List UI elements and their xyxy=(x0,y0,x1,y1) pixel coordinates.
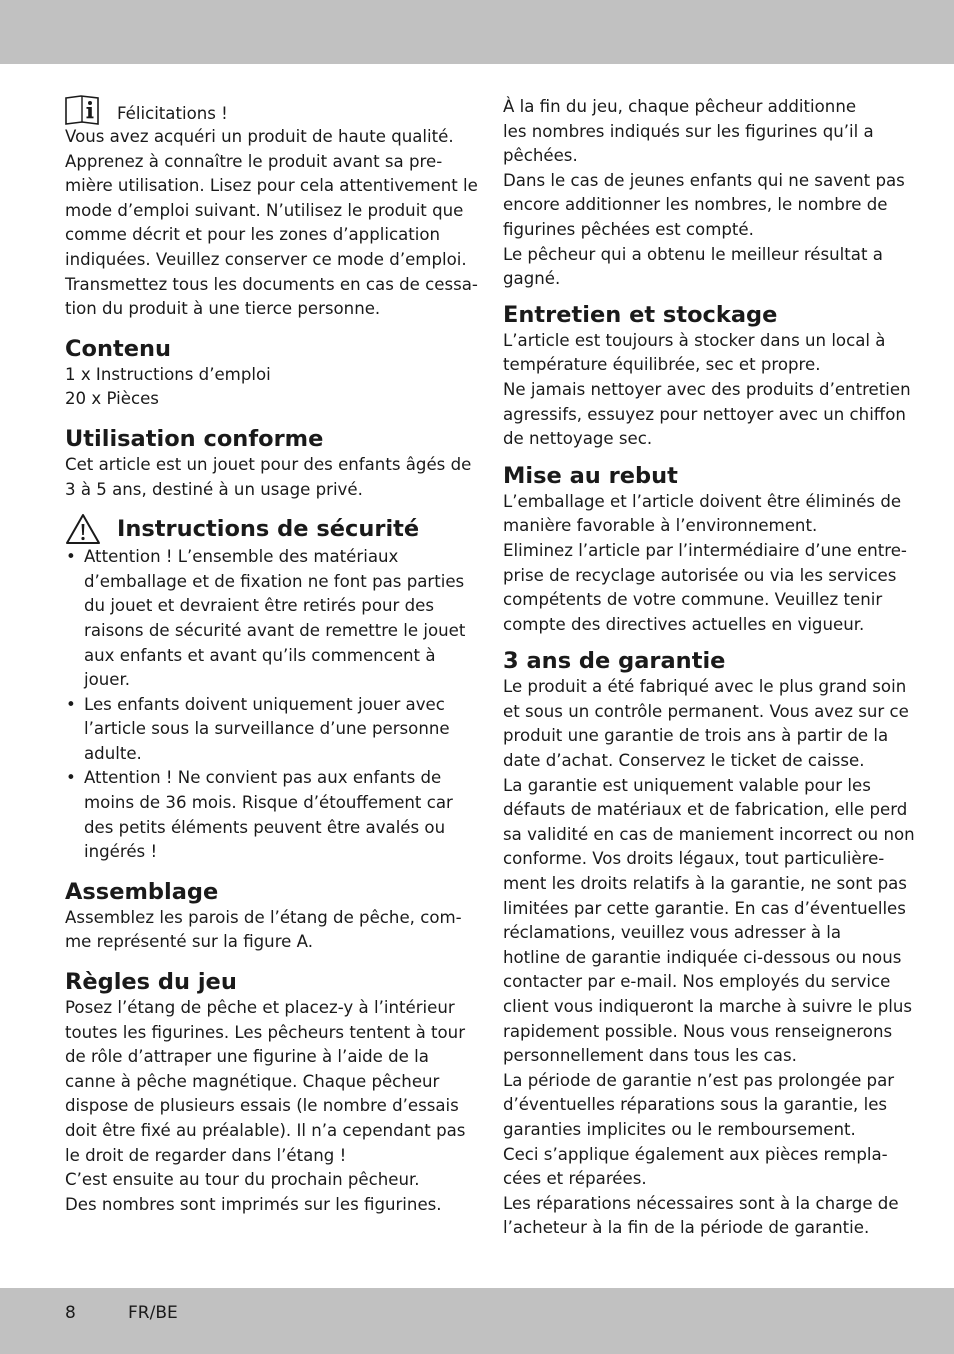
text-line: l’acheteur à la fin de la période de garantie. xyxy=(503,1218,870,1238)
text-line: ment les droits relatifs à la garantie, ne sont pas xyxy=(503,874,907,894)
text-line: encore additionner les nombres, le nombre de xyxy=(503,195,888,215)
text-line: gagné. xyxy=(503,269,561,289)
text-line: Ne jamais nettoyer avec des produits d’entretien xyxy=(503,379,911,399)
text-line: l’article sous la surveillance d’une personne xyxy=(84,719,450,739)
text-line: limitées par cette garantie. En cas d’éventuelles xyxy=(503,898,906,918)
text-line: Assemblez les parois de l’étang de pêche, com- xyxy=(65,907,462,927)
text-line: pêchées. xyxy=(503,146,578,166)
text-line: température équilibrée, sec et propre. xyxy=(503,355,821,375)
section-heading-utilisation: Utilisation conforme xyxy=(65,425,324,452)
text-line: adulte. xyxy=(84,743,142,763)
safety-header xyxy=(65,513,457,545)
text-line: figurines pêchées est compté. xyxy=(503,219,754,239)
info-manual-icon xyxy=(65,95,99,125)
rebut-paragraph xyxy=(503,490,907,638)
text-line: Le produit a été fabriqué avec le plus grand soin xyxy=(503,677,907,697)
text-line: doit être fixé au préalable). Il n’a cependant pas xyxy=(65,1121,466,1140)
text-line: • Les enfants doivent uniquement jouer avec xyxy=(84,694,445,714)
text-line: Transmettez tous les documents en cas de cessa- xyxy=(65,274,478,294)
page-number: 8 xyxy=(65,1303,76,1323)
text-line: du jouet et devraient être retirés pour des xyxy=(84,596,434,616)
text-line: agressifs, essuyez pour nettoyer avec un chiffon xyxy=(503,404,906,424)
regles-paragraph xyxy=(65,996,466,1217)
intro-paragraph xyxy=(65,125,478,322)
text-line: indiquées. Veuillez conserver ce mode d’emploi. xyxy=(65,249,467,269)
text-line: me représenté sur la figure A. xyxy=(65,932,313,952)
text-line: d’emballage et de fixation ne font pas parties xyxy=(84,571,465,591)
text-line: des petits éléments peuvent être avalés ou xyxy=(84,817,446,837)
text-line: les nombres indiqués sur les figurines qu’il a xyxy=(503,121,874,141)
text-line: hotline de garantie indiquée ci-dessous ou nous xyxy=(503,947,902,967)
text-line: compte des directives actuelles en vigueur. xyxy=(503,614,865,634)
text-line: d’éventuelles réparations sous la garantie, les xyxy=(503,1095,888,1115)
garantie-paragraph xyxy=(503,675,915,1241)
text-line: comme décrit et pour les zones d’application xyxy=(65,225,441,245)
text-line: Le pêcheur qui a obtenu le meilleur résultat a xyxy=(503,244,883,264)
text-line: prise de recyclage autorisée ou via les services xyxy=(503,565,897,585)
text-line: compétents de votre commune. Veuillez tenir xyxy=(503,590,883,610)
text-line: personnellement dans tous les cas. xyxy=(503,1046,797,1066)
text-line: C’est ensuite au tour du prochain pêcheur. xyxy=(65,1170,420,1190)
text-line: ingérés ! xyxy=(84,842,158,862)
contenu-paragraph xyxy=(65,363,457,412)
text-line: Cet article est un jouet pour des enfants âgés de xyxy=(65,454,472,474)
text-line: L’article est toujours à stocker dans un local à xyxy=(503,330,886,350)
text-line: contacter par e-mail. Nos employés du service xyxy=(503,972,891,992)
text-line: conforme. Vos droits légaux, tout particulière- xyxy=(503,849,885,869)
utilisation-paragraph xyxy=(65,453,472,502)
section-heading-entretien: Entretien et stockage xyxy=(503,301,778,328)
header-bar xyxy=(0,0,954,64)
text-line: Ceci s’applique également aux pièces rempla- xyxy=(503,1144,888,1164)
section-heading-securite: Instructions de sécurité xyxy=(117,516,420,543)
text-line: jouer. xyxy=(84,670,131,690)
text-line: rapidement possible. Nous vous renseignerons xyxy=(503,1021,893,1041)
text-line: raisons de sécurité avant de remettre le jouet xyxy=(84,620,466,640)
text-line: le droit de regarder dans l’étang ! xyxy=(65,1145,347,1165)
text-line: mode d’emploi suivant. N’utilisez le produit que xyxy=(65,200,464,220)
intro-header xyxy=(65,95,457,125)
safety-bullet-item xyxy=(65,766,457,864)
text-line: tion du produit à une tierce personne. xyxy=(65,299,381,319)
text-line: de rôle d’attraper une figurine à l’aide de la xyxy=(65,1047,429,1067)
safety-list xyxy=(65,545,466,865)
text-line: 3 à 5 ans, destiné à un usage privé. xyxy=(65,479,363,499)
text-line: garanties implicites ou le remboursement. xyxy=(503,1119,856,1139)
text-line: À la fin du jeu, chaque pêcheur additionne xyxy=(503,97,857,116)
text-line: défauts de matériaux et de fabrication, elle perd xyxy=(503,800,908,820)
text-line: date d’achat. Conservez le ticket de caisse. xyxy=(503,751,865,771)
text-line: Les réparations nécessaires sont à la charge de xyxy=(503,1193,899,1213)
text-line: manière favorable à l’environnement. xyxy=(503,516,818,536)
left-column xyxy=(65,95,478,1217)
language-code: FR/BE xyxy=(128,1303,178,1323)
text-line: Vous avez acquéri un produit de haute qualité. xyxy=(65,127,454,146)
text-line: La garantie est uniquement valable pour les xyxy=(503,775,871,795)
text-line: aux enfants et avant qu’ils commencent à xyxy=(84,645,436,665)
text-line: réclamations, veuillez vous adresser à la xyxy=(503,923,842,943)
section-heading-assemblage: Assemblage xyxy=(65,878,219,905)
safety-bullet-item xyxy=(65,545,466,693)
text-line: et sous un contrôle permanent. Vous avez sur ce xyxy=(503,701,909,721)
section-heading-garantie: 3 ans de garantie xyxy=(503,648,726,675)
section-heading-rebut: Mise au rebut xyxy=(503,462,678,489)
safety-bullet-item xyxy=(65,693,457,767)
regles-continued-paragraph xyxy=(503,95,905,292)
text-line: cées et réparées. xyxy=(503,1169,647,1189)
text-line: canne à pêche magnétique. Chaque pêcheur xyxy=(65,1071,440,1091)
section-heading-contenu: Contenu xyxy=(65,335,172,362)
text-line: Posez l’étang de pêche et placez-y à l’intérieur xyxy=(65,998,455,1018)
text-line: Dans le cas de jeunes enfants qui ne savent pas xyxy=(503,170,905,190)
text-line: Apprenez à connaître le produit avant sa pre- xyxy=(65,151,443,171)
text-line: 1 x Instructions d’emploi xyxy=(65,364,271,384)
text-line: L’emballage et l’article doivent être éliminés de xyxy=(503,491,902,511)
text-line: La période de garantie n’est pas prolongée par xyxy=(503,1070,895,1090)
text-line: toutes les figurines. Les pêcheurs tentent à tour xyxy=(65,1022,466,1042)
text-line: Des nombres sont imprimés sur les figurines. xyxy=(65,1194,442,1214)
entretien-paragraph xyxy=(503,329,911,452)
text-line: mière utilisation. Lisez pour cela attentivement le xyxy=(65,176,478,196)
text-line: client vous indiqueront la marche à suivre le plus xyxy=(503,997,913,1016)
right-column xyxy=(503,95,915,1241)
text-line: sa validité en cas de maniement incorrect ou non xyxy=(503,824,915,844)
text-line: • Attention ! Ne convient pas aux enfants de xyxy=(84,768,442,788)
text-line: moins de 36 mois. Risque d’étouffement car xyxy=(84,793,453,813)
text-line: 20 x Pièces xyxy=(65,389,159,409)
section-heading-regles: Règles du jeu xyxy=(65,969,237,996)
intro-heading: Félicitations ! xyxy=(117,104,228,123)
text-line: de nettoyage sec. xyxy=(503,429,653,449)
warning-triangle-icon xyxy=(65,513,101,545)
text-line: Eliminez l’article par l’intermédiaire d’une entre- xyxy=(503,540,907,560)
text-line: produit une garantie de trois ans à partir de la xyxy=(503,726,889,746)
assemblage-paragraph xyxy=(65,906,462,955)
text-line: • Attention ! L’ensemble des matériaux xyxy=(84,547,399,567)
text-line: dispose de plusieurs essais (le nombre d’essais xyxy=(65,1096,459,1116)
